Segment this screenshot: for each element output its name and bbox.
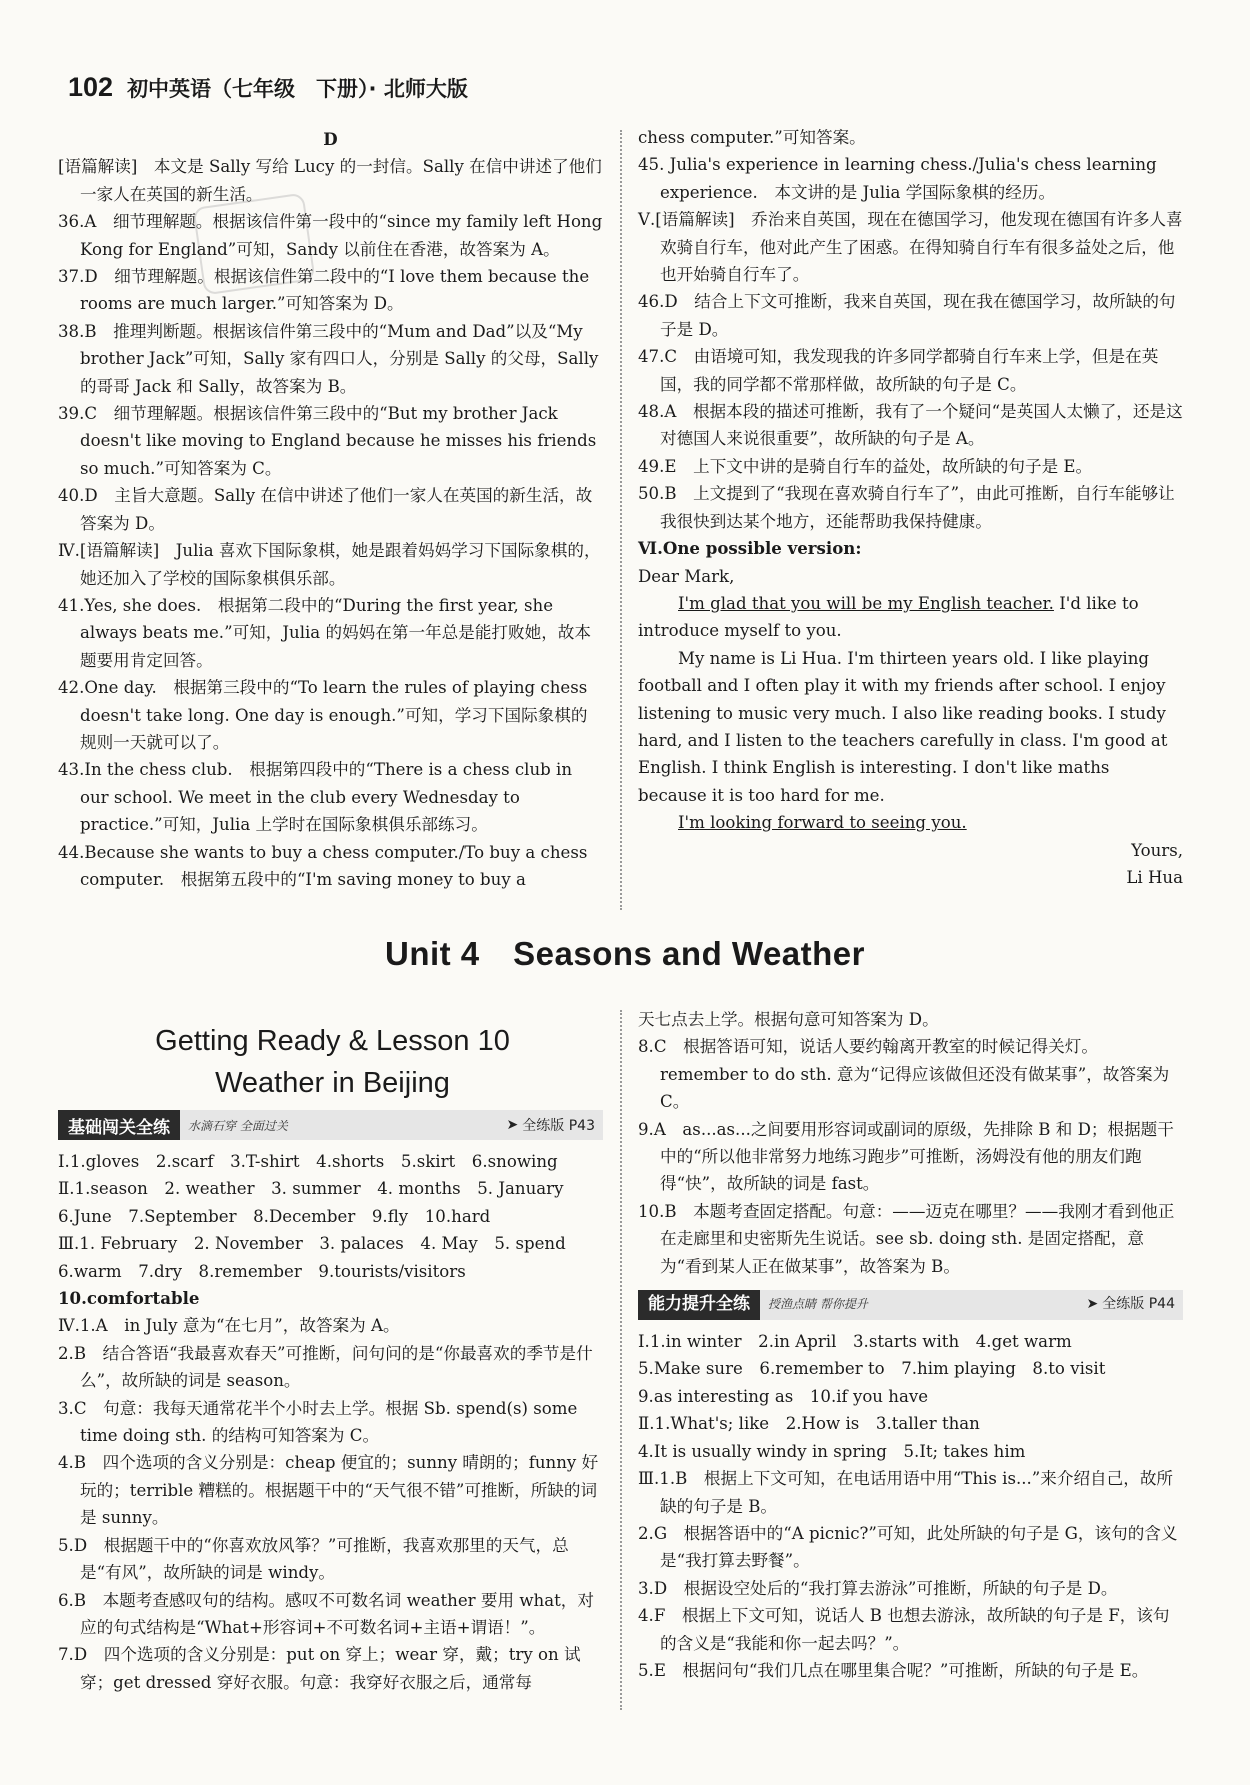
letter-salutation: Dear Mark, (638, 566, 735, 586)
answer-line: 48.A 根据本段的描述可推断，我有了一个疑问“是英国人太懒了，还是这对德国人来说很重要”，故所缺的句子是 A。 (638, 402, 1183, 449)
answer-line: 9.as interesting as 10.if you have (638, 1386, 929, 1406)
answer-line: [语篇解读] 本文是 Sally 写给 Lucy 的一封信。Sally 在信中讲述了他们一家人在英国的新生活。 (58, 157, 602, 204)
answer-line: 4.It is usually windy in spring 5.It; takes him (638, 1441, 1026, 1461)
answer-line: Ⅳ.1.A in July 意为“在七月”，故答案为 A。 (58, 1316, 400, 1336)
answer-line: 5.Make sure 6.remember to 7.him playing 8.to visit (638, 1359, 1106, 1379)
answer-line: 天七点去上学。根据句意可知答案为 D。 (638, 1010, 939, 1029)
page-header (68, 72, 468, 108)
letter-closing (638, 809, 1183, 836)
section-bar-label: 能力提升全练 (638, 1290, 760, 1320)
section-bar-advanced (638, 1290, 1183, 1320)
lesson-title-line-1: Getting Ready & Lesson 10 (155, 1025, 510, 1057)
answer-line: 5.D 根据题干中的“你喜欢放风筝？”可推断，我喜欢那里的天气，总是“有风”，故所缺的词是 windy。 (58, 1535, 569, 1583)
answer-line: 46.D 结合上下文可推断，我来自英国，现在我在德国学习，故所缺的句子是 D。 (638, 292, 1176, 339)
answer-line: 10.B 本题考查固定搭配。句意：——迈克在哪里？——我刚才看到他正在走廊里和史密斯先生说话。see sb. doing sth. 是固定搭配，意为“看到某人正在做某事”，故答案为 B。 (638, 1201, 1175, 1276)
underlined-sentence: I'm looking forward to seeing you. (678, 813, 967, 833)
answer-line: Ⅰ.1.gloves 2.scarf 3.T-shirt 4.shorts 5.skirt 6.snowing (58, 1152, 558, 1171)
section-bar-motto: 水滴石穿 全面过关 (188, 1118, 288, 1133)
answer-line: 41.Yes, she does. 根据第二段中的“During the first year, she always beats me.”可知，Julia 的妈妈在第一年总是能打败她，故本题要用肯定回答。 (58, 595, 591, 670)
answer-line: 7.D 四个选项的含义分别是：put on 穿上；wear 穿，戴；try on 试穿；get dressed 穿好衣服。句意：我穿好衣服之后，通常每 (58, 1645, 581, 1692)
section-label: D (323, 129, 338, 149)
answer-line: 5.E 根据问句“我们几点在哪里集合呢？”可推断，所缺的句子是 E。 (638, 1660, 1149, 1680)
answer-line: Ⅳ.[语篇解读] Julia 喜欢下国际象棋，她是跟着妈妈学习下国际象棋的，她还加入了学校的国际象棋俱乐部。 (58, 541, 601, 588)
answer-line: 43.In the chess club. 根据第四段中的“There is a chess club in our school. We meet in the club every Wednesday to practice.”可知，Julia 上学时在国际象棋俱乐部练习。 (58, 760, 573, 835)
answer-line: Ⅰ.1.in winter 2.in April 3.starts with 4.get warm (638, 1332, 1072, 1352)
answer-line: 37.D 细节理解题。根据该信件第二段中的“I love them because the rooms are much larger.”可知答案为 D。 (58, 267, 590, 314)
lesson-title-line-2: Weather in Beijing (215, 1067, 450, 1099)
answer-line: Ⅱ.1.season 2. weather 3. summer 4. months 5. January (58, 1179, 564, 1199)
essay-heading: Ⅵ.One possible version: (638, 538, 862, 559)
answer-line: chess computer.”可知答案。 (638, 128, 866, 147)
answer-column-top-left (58, 126, 603, 893)
answer-line: 6.B 本题考查感叹句的结构。感叹不可数名词 weather 要用 what，对应的句式结构是“What+形容词+不可数名词+主语+谓语！”。 (58, 1590, 594, 1637)
answer-line: Ⅲ.1.B 根据上下文可知，在电话用语中用“This is...”来介绍自己，故所缺的句子是 B。 (638, 1469, 1174, 1516)
answer-line: Ⅱ.1.What's; like 2.How is 3.taller than (638, 1414, 980, 1434)
letter-paragraph-1 (638, 590, 1183, 645)
paper-plane-icon: ➤ (506, 1117, 519, 1133)
answer-line: 50.B 上文提到了“我现在喜欢骑自行车了”，由此可推断，自行车能够让我很快到达某个地方，还能帮助我保持健康。 (638, 484, 1175, 531)
paper-plane-icon: ➤ (1086, 1296, 1099, 1313)
answer-line: 9.A as...as...之间要用形容词或副词的原级，先排除 B 和 D；根据题干中的“所以他非常努力地练习跑步”可推断，汤姆没有他的朋友们跑得“快”，故所缺的词是 fast。 (638, 1119, 1174, 1194)
answer-line: 39.C 细节理解题。根据该信件第三段中的“But my brother Jack doesn't like moving to England because he misses his friends so much.”可知答案为 C。 (58, 404, 597, 478)
letter-signature: Li Hua (1126, 867, 1183, 887)
answer-line: 6.warm 7.dry 8.remember 9.tourists/visitors (58, 1261, 466, 1281)
answer-line: Ⅴ.[语篇解读] 乔治来自英国，现在在德国学习，他发现在德国有许多人喜欢骑自行车，他对此产生了困惑。在得知骑自行车有很多益处之后，他也开始骑自行车了。 (638, 210, 1183, 285)
answer-line: 45. Julia's experience in learning chess./Julia's chess learning experience. 本文讲的是 Julia 学国际象棋的经历。 (638, 155, 1157, 202)
underlined-sentence: I'm glad that you will be my English teacher. (678, 593, 1054, 613)
section-bar-label: 基础闯关全练 (58, 1110, 180, 1140)
answer-line: 10.comfortable (58, 1288, 200, 1309)
letter-sign-off: Yours, (1131, 840, 1183, 860)
answer-line: 2.G 根据答语中的“A picnic?”可知，此处所缺的句子是 G，该句的含义是“我打算去野餐”。 (638, 1523, 1178, 1571)
answer-line: 2.B 结合答语“我最喜欢春天”可推断，问句问的是“你最喜欢的季节是什么”，故所缺的词是 season。 (58, 1343, 593, 1391)
column-divider (620, 130, 622, 910)
answer-line: 3.D 根据设空处后的“我打算去游泳”可推断，所缺的句子是 D。 (638, 1578, 1118, 1598)
letter-paragraph-2: My name is Li Hua. I'm thirteen years old. I like playing football and I often play it with my friends after school. I enjoy listening to music very much. I also like reading books. I study hard, and I listen to the teachers carefully in class. I'm good at English. I think English is interesting. I don't like maths because it is too hard for me. (638, 648, 1168, 805)
section-bar-ref (1087, 1291, 1175, 1318)
section-bar-motto: 授渔点睛 帮你提升 (768, 1297, 868, 1312)
section-bar-ref-text: 全练版 P44 (1102, 1296, 1175, 1313)
paragraph-text: I'd like to introduce myself to you. (638, 593, 1139, 641)
answer-column-bottom-right (638, 1006, 1183, 1684)
answer-line: 49.E 上下文中讲的是骑自行车的益处，故所缺的句子是 E。 (638, 456, 1093, 476)
unit-title: Unit 4 Seasons and Weather (384, 935, 865, 972)
answer-line: 40.D 主旨大意题。Sally 在信中讲述了他们一家人在英国的新生活，故答案为 D。 (58, 486, 593, 533)
answer-line: 4.B 四个选项的含义分别是：cheap 便宜的；sunny 晴朗的；funny 好玩的；terrible 糟糕的。根据题干中的“天气很不错”可推断，所缺的词是 sunny。 (58, 1453, 599, 1528)
answer-line: 47.C 由语境可知，我发现我的许多同学都骑自行车来上学，但是在英国，我的同学都不常那样做，故所缺的句子是 C。 (638, 347, 1159, 394)
column-divider (620, 1010, 622, 1710)
answer-line: 36.A 细节理解题。根据该信件第一段中的“since my family left Hong Kong for England”可知，Sandy 以前住在香港，故答案为 A。 (58, 212, 603, 259)
section-bar-basic (58, 1110, 603, 1140)
answer-line: 8.C 根据答语可知，说话人要约翰离开教室的时候记得关灯。remember to do sth. 意为“记得应该做但还没有做某事”，故答案为 C。 (638, 1037, 1170, 1112)
answer-line: 4.F 根据上下文可知，说话人 B 也想去游泳，故所缺的句子是 F，该句的含义是“我能和你一起去吗？”。 (638, 1606, 1170, 1653)
answer-column-top-right (638, 124, 1183, 891)
section-bar-ref-text: 全练版 P43 (522, 1118, 595, 1134)
answer-line: Ⅲ.1. February 2. November 3. palaces 4. May 5. spend (58, 1234, 566, 1254)
answer-line: 3.C 句意：我每天通常花半个小时去上学。根据 Sb. spend(s) some time doing sth. 的结构可知答案为 C。 (58, 1398, 578, 1446)
answer-line: 42.One day. 根据第三段中的“To learn the rules of playing chess doesn't take long. One day is enough.”可知，学习下国际象棋的规则一天就可以了。 (58, 678, 588, 752)
answer-line: 38.B 推理判断题。根据该信件第三段中的“Mum and Dad”以及“My brother Jack”可知，Sally 家有四口人，分别是 Sally 的父母，Sally 的哥哥 Jack 和 Sally，故答案为 B。 (58, 321, 599, 396)
answer-column-bottom-left (58, 1148, 603, 1696)
book-title: 初中英语（七年级 下册）· 北师大版 (127, 77, 468, 101)
answer-line: 6.June 7.September 8.December 9.fly 10.hard (58, 1206, 491, 1226)
page-number: 102 (68, 72, 114, 102)
answer-line: 44.Because she wants to buy a chess computer./To buy a chess computer. 根据第五段中的“I'm saving money to buy a (58, 842, 588, 889)
lesson-title (60, 1020, 605, 1104)
section-bar-ref (507, 1115, 595, 1135)
